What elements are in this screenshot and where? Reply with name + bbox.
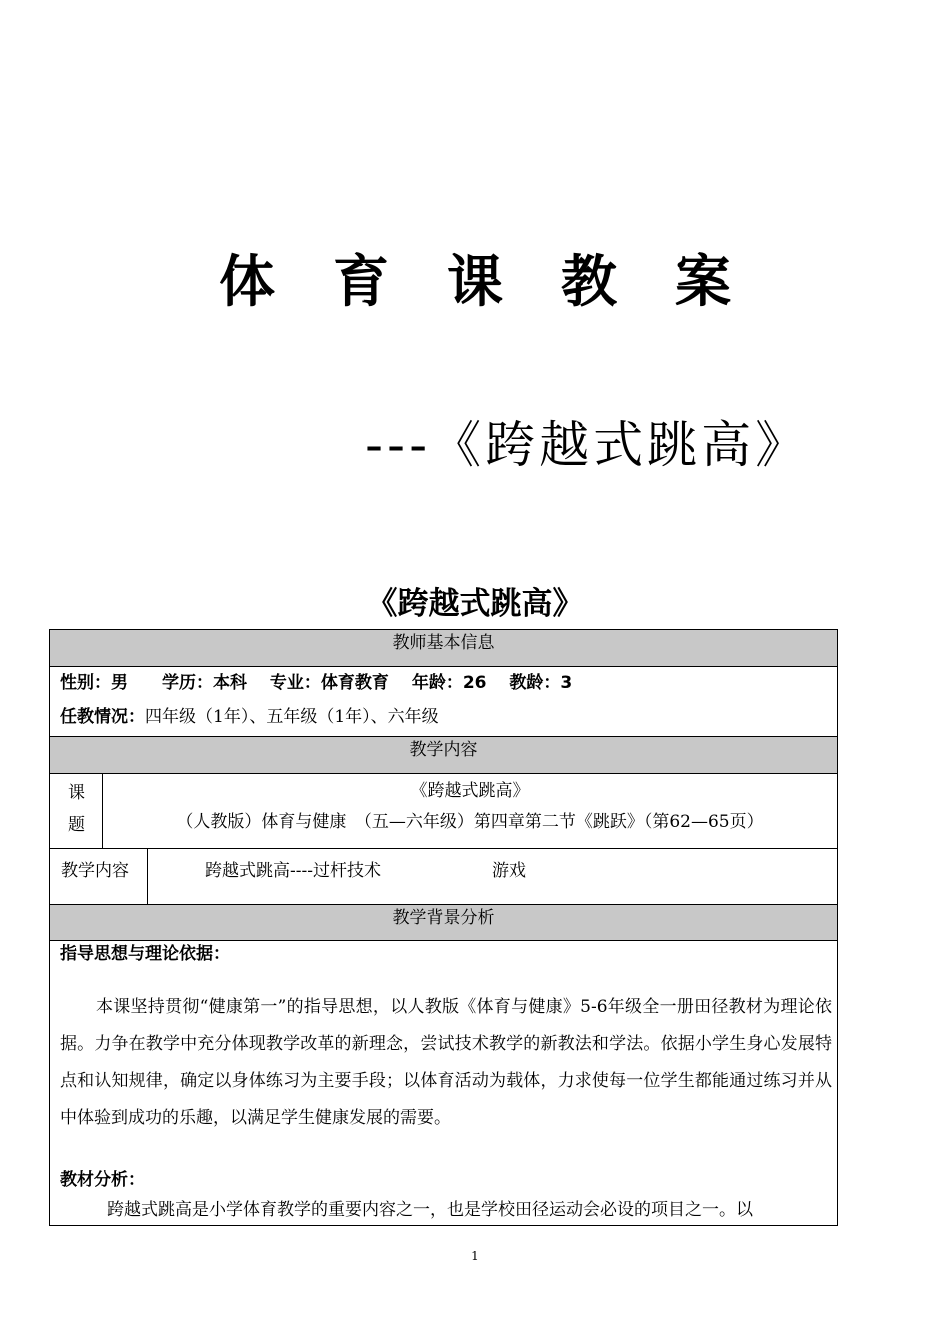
topic-source: （人教版）体育与健康 （五—六年级）第四章第二节《跳跃》（第62—65页） (176, 812, 764, 832)
content-divider (147, 849, 148, 904)
cover-title: 体育课教案 (219, 250, 789, 315)
teacher-info-line: 性别：男 学历：本科 专业：体育教育 年龄：26 教龄：3 (60, 673, 573, 693)
content-row (49, 848, 838, 904)
material-paragraph: 跨越式跳高是小学体育教学的重要内容之一，也是学校田径运动会必设的项目之一。以 (107, 1200, 753, 1220)
teacher-info-header: 教师基本信息 (49, 629, 838, 666)
content-value-game: 游戏 (492, 861, 526, 881)
topic-label-2: 题 (68, 815, 85, 835)
background-header: 教学背景分析 (49, 904, 838, 940)
guide-heading: 指导思想与理论依据： (60, 944, 230, 964)
teaching-experience-label: 任教情况： (60, 707, 145, 727)
topic-label-1: 课 (68, 783, 85, 803)
content-header: 教学内容 (49, 736, 838, 773)
topic-title: 《跨越式跳高》 (410, 781, 530, 801)
content-label: 教学内容 (61, 861, 129, 881)
document-title: 《跨越式跳高》 (366, 586, 584, 622)
cover-subtitle: ---《跨越式跳高》 (365, 416, 810, 474)
topic-row (49, 773, 838, 848)
content-value-technique: 跨越式跳高----过杆技术 (205, 861, 381, 881)
page-number: 1 (471, 1249, 479, 1263)
teacher-info-body (49, 666, 838, 736)
guide-paragraph: 本课坚持贯彻“健康第一”的指导思想，以人教版《体育与健康》5-6年级全一册田径教材为理论依据。力争在教学中充分体现教学改革的新理念，尝试技术教学的新教法和学法。依据小学生身心发展特点和认知规律，确定以身体练习为主要手段；以体育活动为载体，力求使每一位学生都能通过练习并从中体验到成功的乐趣，以满足学生健康发展的需要。 (60, 997, 832, 1128)
teaching-experience-value: 四年级（1年）、五年级（1年）、六年级 (145, 707, 439, 727)
teaching-experience (60, 704, 439, 730)
material-heading: 教材分析： (60, 1170, 145, 1190)
